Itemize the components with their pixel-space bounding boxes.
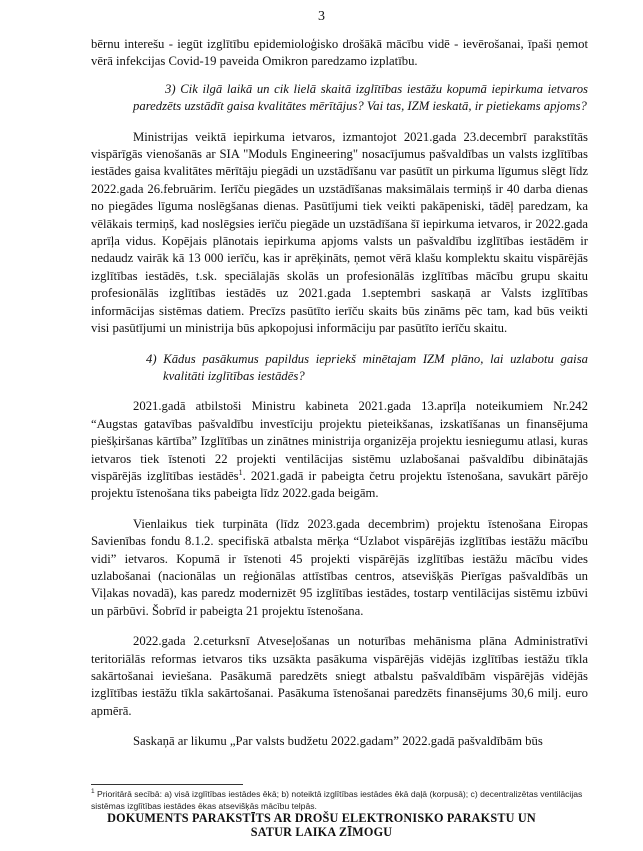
answer-3-paragraph: Ministrijas veiktā iepirkuma ietvaros, izmantojot 2021.gada 23.decembrī parakstītās vispārīgās vienošanās ar SIA "Moduls Engineering" nosacījumus pašvaldības un valsts izglītības iestādes gaisa kvalitātes mērītāju piegādi un uzstādīšanu var pasūtīt un pirkuma līgumus slēgt līdz 2022.gada 26.februārim. Ierīču piegādes un uzstādīšanas maksimālais termiņš ir 40 darba dienas no piegādes līguma noslēgšanas dienas. Pasūtījumi tiek veikti pakāpeniski, tādēļ paredzam, ka vēlākais termiņš, kad noslēgsies ierīču piegāde un uzstādīšana šī iepirkuma ietvaros, ir 2022.gada aprīļa vidus. Kopējais plānotais iepirkuma apjoms valsts un pašvaldību izglītības iestādēm ir nedaudz vairāk kā 13 000 ierīču, kas ir aprēķināts, ņemot vērā klašu komplektu skaitu vispārējās izglītības iestādēs, t.sk. speciālajās skolās un profesionālās izglītības mācību grupu skaitu profesionālās izglītības iestādēs uz 2021.gada 1.septembri saskaņā ar Valsts izglītības informācijas sistēmas datiem. Precīzs pasūtīto ierīču skaits būs zināms pēc tam, kad būs veikti visi pasūtījumi un ministrija būs apkopojusi informāciju par pasūtīto ierīču skaitu.	[91, 129, 588, 336]
answer-4-paragraph-2: Vienlaikus tiek turpināta (līdz 2023.gada decembrim) projektu īstenošana Eiropas Savienības fondu 8.1.2. specifiskā atbalsta mērķa “Uzlabot vispārējās izglītības iestāžu mācību vidi” ietvaros. Kopumā ir īstenoti 45 projekti vispārējās izglītības iestāžu mācību vides uzlabošanai (nacionālas un reģionālas attīstības centros, atsevišķās Pierīgas pašvaldībās un Viļakas novadā), kas paredz modernizēt 95 izglītības iestādes, tostarp ventilācijas sistēmu izbūvi un pārbūvi. Šobrīd ir pabeigta 21 projektu īstenošana.	[91, 516, 588, 618]
footnote-text: Prioritārā secībā: a) visā izglītības iestādes ēkā; b) noteiktā izglītības iestādes ēkā daļā (korpusā); c) decentralizētas ventilācijas sistēmas izglītības iestādes ēkas atsevišķās mācību telpās.	[91, 789, 583, 811]
document-body	[91, 36, 588, 751]
page-number: 3	[318, 9, 325, 24]
question-3: 3) Cik ilgā laikā un cik lielā skaitā izglītības iestāžu kopumā iepirkuma ietvaros paredzēts uzstādīt gaisa kvalitātes mērītājus? Vai tas, IZM ieskatā, ir pietiekams apjoms?	[133, 81, 588, 114]
question-4: 4) Kādus pasākumus papildus iepriekš minētajam IZM plāno, lai uzlabotu gaisa kvalitāti izglītības iestādēs?	[146, 351, 588, 383]
footnote-divider	[91, 784, 243, 785]
stamp-line-2: SATUR LAIKA ZĪMOGU	[250, 824, 393, 839]
answer-4-paragraph-4: Saskaņā ar likumu „Par valsts budžetu 2022.gadam” 2022.gadā pašvaldībām būs	[133, 734, 543, 749]
stamp-line-1: DOKUMENTS PARAKSTĪTS AR DROŠU ELEKTRONISKO PARAKSTU UN	[107, 811, 536, 825]
answer-4-paragraph-3: 2022.gada 2.ceturksnī Atveseļošanas un noturības mehānisma plāna Administratīvi teritoriālās reformas ietvaros tiks uzsākta pasākuma vispārējās vidējās izglītības iestāžu tīkla sakārtošanai ieviešana. Pasākumā paredzēts sniegt atbalstu pašvaldībām vispārējās vidējās izglītības iestāžu tīkla sakārtošanai. Pasākuma īstenošanai paredzēts finansējums 30,6 milj. euro apmērā.	[91, 634, 588, 718]
signature-stamp	[0, 812, 643, 840]
footnote-reference: 1	[238, 467, 243, 477]
answer-4-paragraph-1	[91, 398, 588, 502]
paragraph-continuation: bērnu interešu - iegūt izglītību epidemioloģisko drošākā mācību vidē - ievērošanai, īpaši ņemot vērā infekcijas Covid-19 paveida Omikron paredzamo izplatību.	[91, 37, 588, 69]
footnote-marker: 1	[91, 788, 95, 796]
answer-4-paragraph-1-text: 2021.gadā atbilstoši Ministru kabineta 2021.gada 13.aprīļa noteikumiem Nr.242 “Augstas gatavības pašvaldību investīciju projektu pieteikšanas, izskatīšanas un finansējuma piešķiršanas kārtība” Izglītības un zinātnes ministrija organizēja projektu iesniegumu atlasi, kuras ietvaros tiek īstenoti 22 projekti ventilācijas sistēmu uzlabošanai pašvaldību dibinātajās vispārējās izglītības iestādēs	[91, 399, 588, 483]
footnote	[91, 789, 588, 812]
answer-4-paragraph-1-tail: . 2021.gadā ir pabeigta četru projektu īstenošana, savukārt pārējo projektu īstenošana tiks pabeigta līdz 2022.gada beigām.	[91, 468, 588, 501]
